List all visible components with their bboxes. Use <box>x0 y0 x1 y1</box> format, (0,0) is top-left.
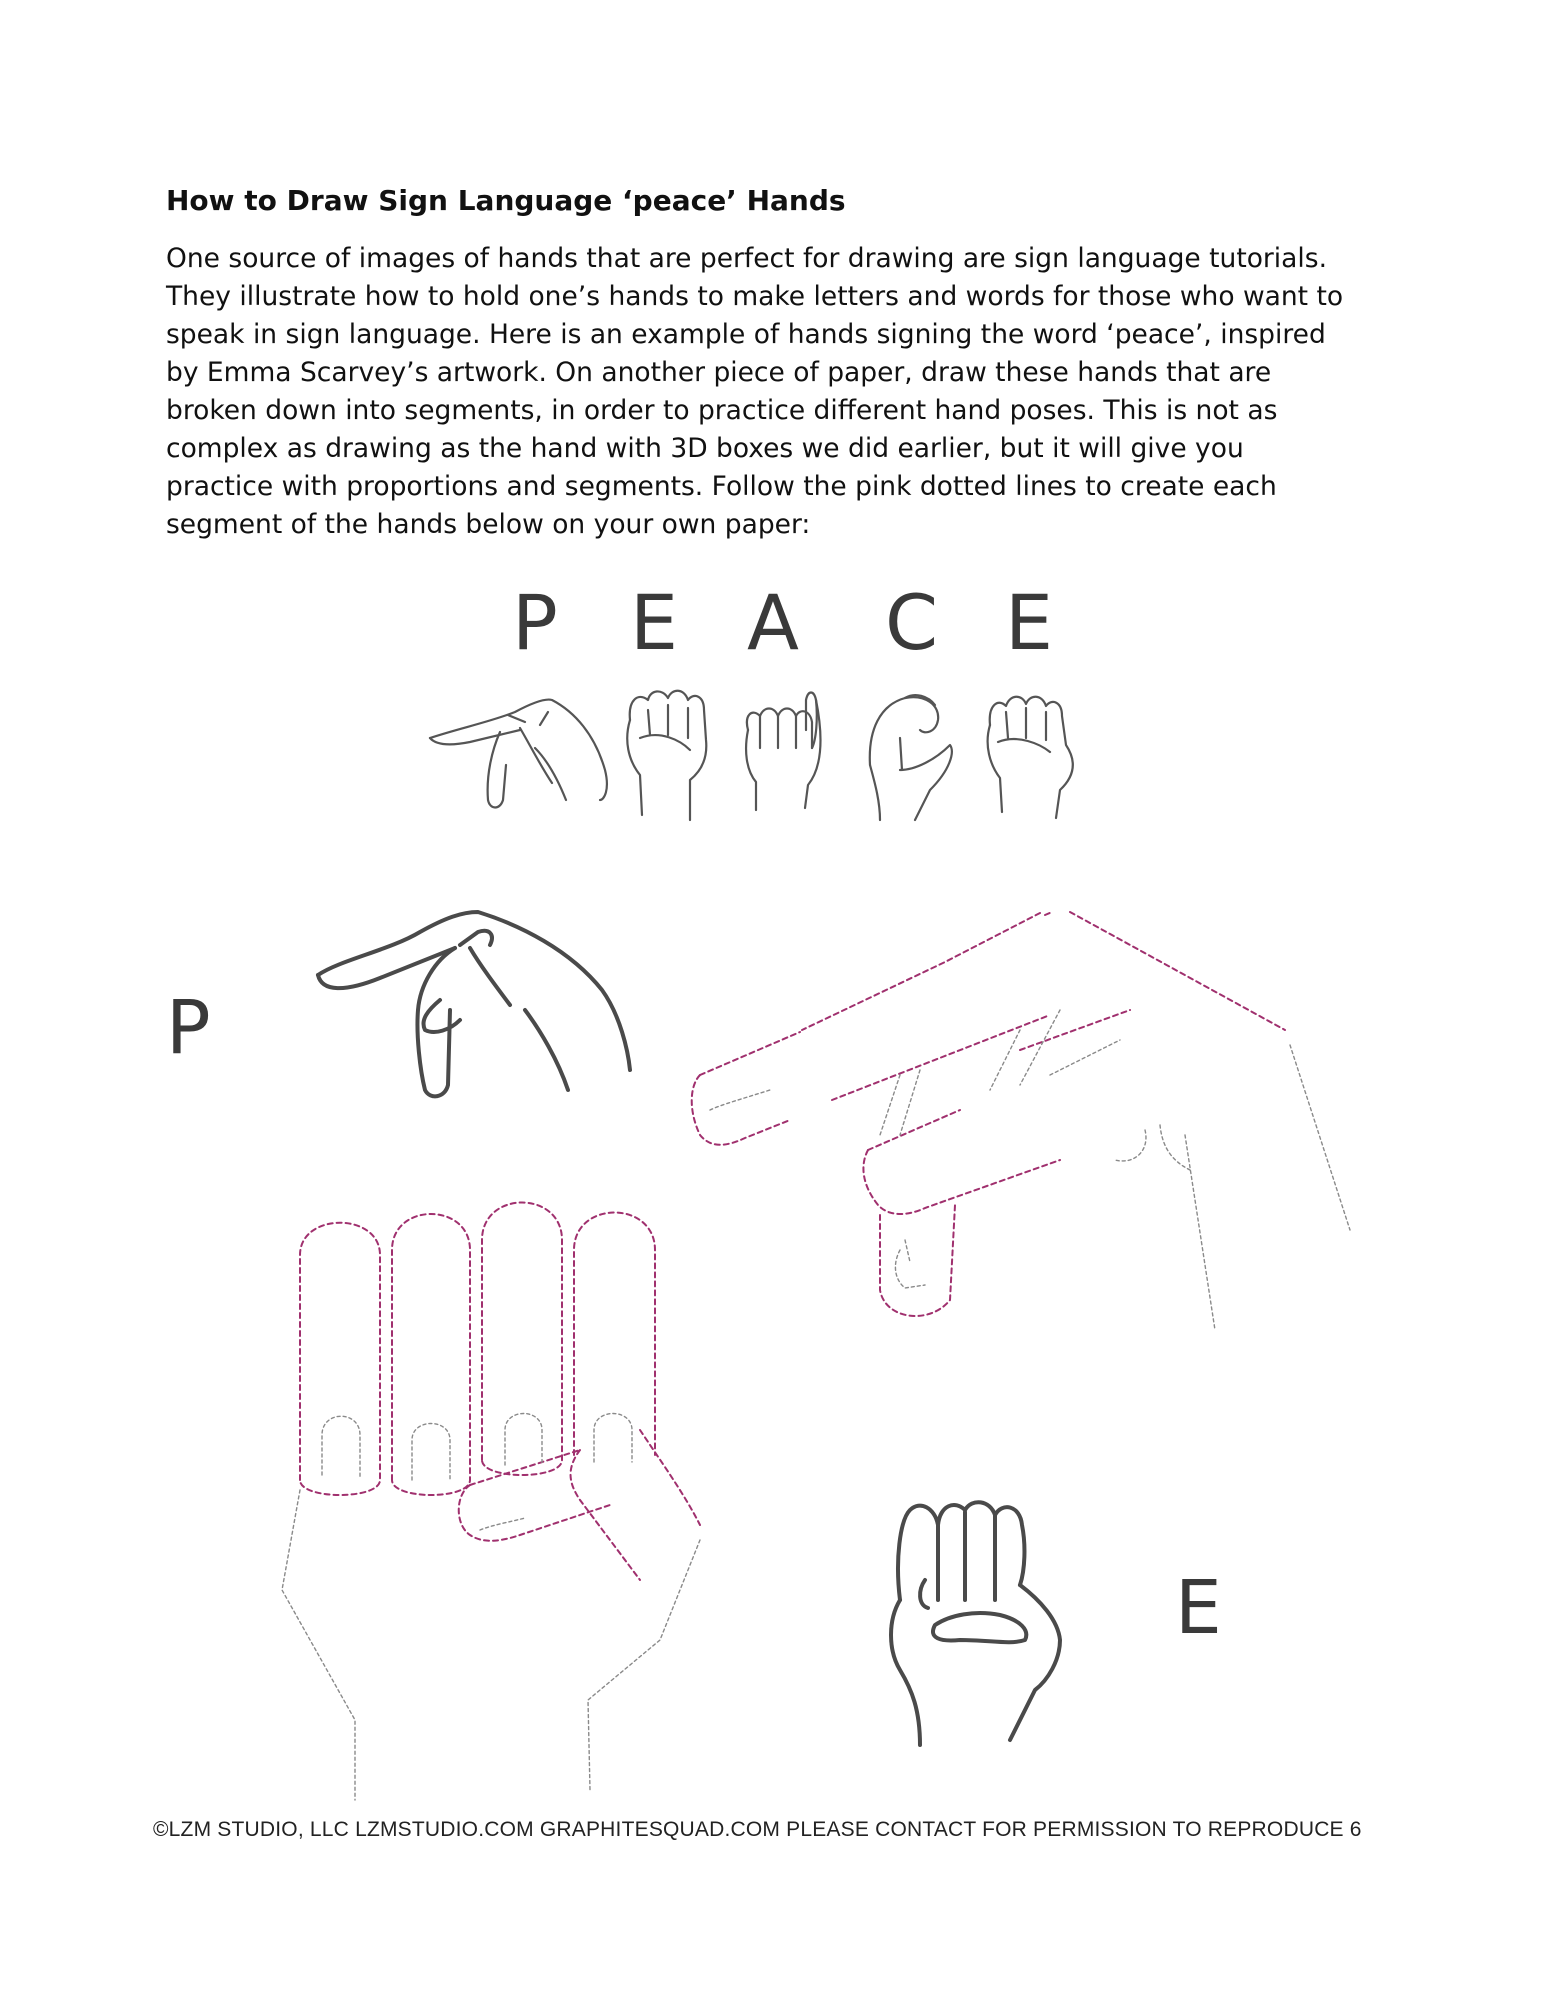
small-hands-row <box>430 691 1073 820</box>
large-hand-p-outline <box>318 912 630 1096</box>
label-letter-e: E <box>1175 1565 1222 1651</box>
word-letter-e1: E <box>630 578 679 667</box>
large-hand-e-guide <box>282 1203 700 1801</box>
word-letter-e2: E <box>1005 578 1054 667</box>
small-hand-p-drawing <box>430 700 607 808</box>
page-footer: ©LZM STUDIO, LLC LZMSTUDIO.COM GRAPHITESQUAD.COM PLEASE CONTACT FOR PERMISSION TO REPRODUCE 6 <box>153 1818 1362 1841</box>
intro-paragraph: One source of images of hands that are perfect for drawing are sign language tutorials. They illustrate how to hold one’s hands to make letters and words for those who want to speak in sign language. Here is an example of hands signing the word ‘peace’, inspired by Emma Scarvey’s artwork. On another piece of paper, draw these hands that are broken down into segments, in order to practice different hand poses. This is not as complex as drawing as the hand with 3D boxes we did earlier, but it will give you practice with proportions and segments. Follow the pink dotted lines to create each segment of the hands below on your own paper: <box>166 243 1344 540</box>
large-hand-p-guide <box>692 912 1350 1330</box>
small-hand-e1-drawing <box>627 691 706 820</box>
large-hand-e-outline <box>891 1502 1060 1745</box>
label-letter-p: P <box>166 985 211 1071</box>
page-heading: How to Draw Sign Language ‘peace’ Hands <box>166 184 846 217</box>
word-letter-a: A <box>747 578 799 667</box>
word-letter-p: P <box>512 578 558 667</box>
small-hand-e2-drawing <box>988 697 1073 818</box>
word-letter-c: C <box>885 578 939 667</box>
small-hand-c-drawing <box>870 695 952 820</box>
small-hand-a-drawing <box>746 693 820 811</box>
